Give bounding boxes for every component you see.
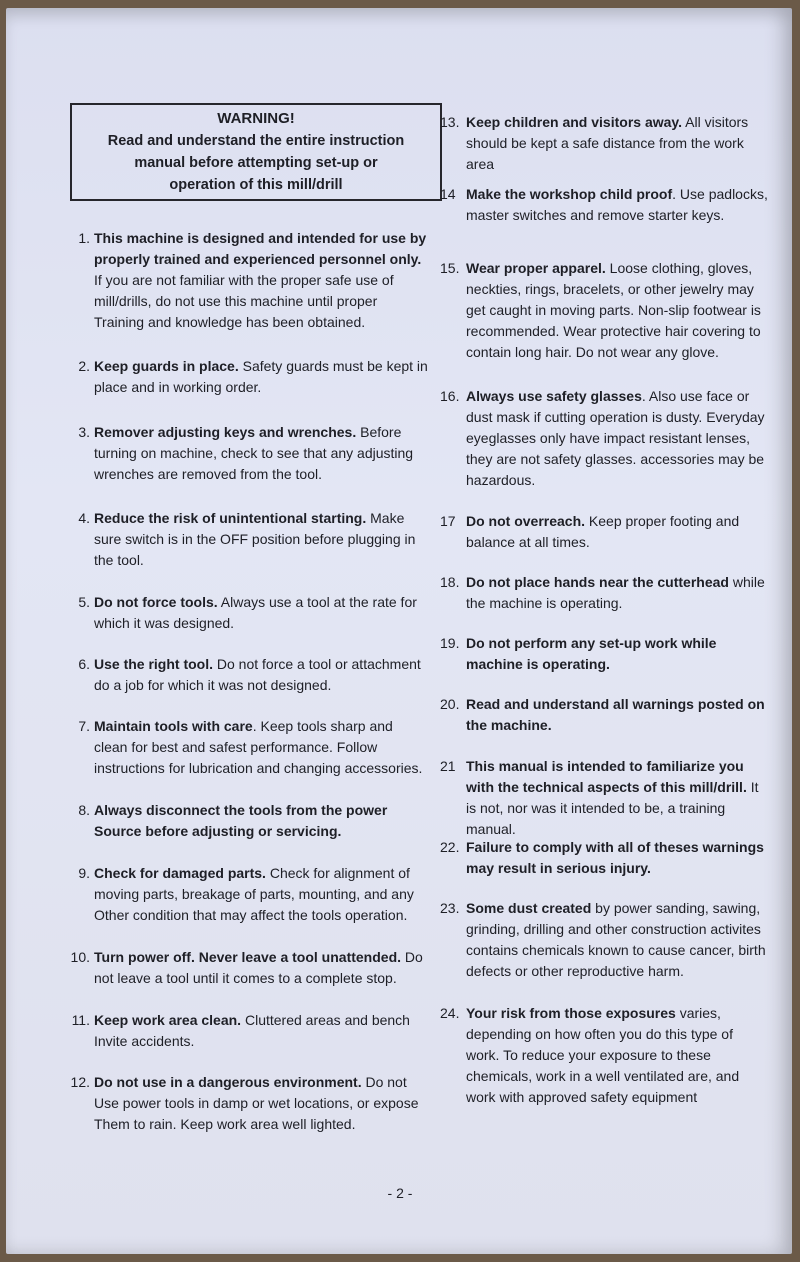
- item-body: . Also use face or dust mask if cutting operation is dusty. Everyday eyeglasses only have impact resistant lenses, they are not safety glasses. accessories may be hazardous.: [466, 388, 765, 488]
- item-body: Loose clothing, gloves, neckties, rings, bracelets, or other jewelry may get caught in moving parts. Non-slip footwear is recommended. Wear protective hair covering to contain long hair. Do not wear any glove.: [466, 260, 761, 360]
- item-text: [94, 422, 429, 485]
- item-body: while the machine is operating.: [466, 574, 765, 611]
- item-number: 19.: [440, 635, 460, 651]
- safety-item-21: [440, 756, 770, 840]
- item-body: Before turning on machine, check to see that any adjusting wrenches are removed from the tool.: [94, 424, 414, 482]
- item-heading: Do not place hands near the cutterhead: [466, 574, 729, 590]
- item-heading: Make the workshop child proof: [466, 186, 673, 202]
- item-number: 14: [440, 186, 456, 202]
- item-heading: Use the right tool.: [94, 656, 213, 672]
- item-number: 21: [440, 758, 456, 774]
- safety-item-20: [440, 694, 770, 736]
- item-heading: Maintain tools with care: [94, 718, 253, 734]
- item-text: [466, 386, 770, 491]
- item-number: 18.: [440, 574, 460, 590]
- item-text: [94, 654, 429, 696]
- warning-box: [70, 103, 442, 201]
- item-text: [466, 511, 770, 553]
- item-text: [466, 1003, 770, 1108]
- item-heading: Do not force tools.: [94, 594, 218, 610]
- item-number: 15.: [440, 260, 460, 276]
- item-body: Cluttered areas and bench Invite accidents.: [94, 1012, 410, 1049]
- item-heading: Do not overreach.: [466, 513, 586, 529]
- item-number: 3.: [78, 424, 90, 440]
- item-heading: Remover adjusting keys and wrenches.: [94, 424, 357, 440]
- warning-title: WARNING!: [217, 110, 295, 127]
- item-text: [94, 800, 429, 842]
- warning-line-2: manual before attempting set-up or: [134, 155, 378, 171]
- item-text: [94, 863, 429, 926]
- safety-item-14: [440, 184, 770, 226]
- item-heading: Do not use in a dangerous environment.: [94, 1074, 362, 1090]
- item-body: by power sanding, sawing, grinding, drilling and other construction activites contains chemicals known to cause cancer, birth defects or other reproductive harm.: [466, 900, 766, 979]
- page-number: - 2 -: [387, 1185, 413, 1201]
- item-text: [94, 1010, 429, 1052]
- item-heading: Reduce the risk of unintentional starting.: [94, 510, 367, 526]
- safety-item-7: [64, 716, 429, 779]
- item-number: 7.: [78, 718, 90, 734]
- item-number: 12.: [70, 1074, 90, 1090]
- safety-item-13: [440, 112, 770, 175]
- item-body: All visitors should be kept a safe distance from the work area: [466, 114, 749, 172]
- item-heading: Your risk from those exposures: [466, 1005, 676, 1021]
- item-number: 17: [440, 513, 456, 529]
- item-number: 16.: [440, 388, 460, 404]
- item-text: [466, 633, 770, 675]
- item-body: Check for alignment of moving parts, breakage of parts, mounting, and any Other condition that may affect the tools operation.: [94, 865, 414, 923]
- safety-item-24: [440, 1003, 770, 1108]
- item-number: 8.: [78, 802, 90, 818]
- item-heading: Keep work area clean.: [94, 1012, 242, 1028]
- item-heading: Some dust created: [466, 900, 592, 916]
- item-text: [466, 898, 770, 982]
- safety-item-10: [64, 947, 429, 989]
- item-body: . Use padlocks, master switches and remove starter keys.: [466, 186, 768, 223]
- item-number: 2.: [78, 358, 90, 374]
- item-number: 1.: [78, 230, 90, 246]
- item-number: 4.: [78, 510, 90, 526]
- item-heading: Keep children and visitors away.: [466, 114, 683, 130]
- safety-item-23: [440, 898, 770, 982]
- item-body: It is not, nor was it intended to be, a training manual.: [466, 779, 759, 837]
- item-body: Safety guards must be kept in place and in working order.: [94, 358, 428, 395]
- item-heading: Wear proper apparel.: [466, 260, 606, 276]
- item-text: [466, 184, 770, 226]
- safety-item-15: [440, 258, 770, 363]
- item-number: 11.: [71, 1012, 90, 1028]
- item-text: [466, 756, 770, 840]
- safety-item-22: [440, 837, 770, 879]
- item-number: 20.: [440, 696, 460, 712]
- item-heading: Read and understand all warnings posted on the machine.: [466, 696, 765, 733]
- item-heading: Failure to comply with all of theses warnings may result in serious injury.: [466, 839, 764, 876]
- item-heading: Check for damaged parts.: [94, 865, 266, 881]
- safety-item-4: [64, 508, 429, 571]
- item-number: 22.: [440, 839, 460, 855]
- item-heading: Always disconnect the tools from the power Source before adjusting or servicing.: [94, 802, 388, 839]
- safety-item-1: [64, 228, 429, 333]
- safety-item-3: [64, 422, 429, 485]
- item-number: 6.: [78, 656, 90, 672]
- item-text: [94, 508, 429, 571]
- item-text: [94, 947, 429, 989]
- item-number: 10.: [70, 949, 90, 965]
- item-heading: This machine is designed and intended for use by properly trained and experienced personnel only.: [94, 230, 427, 267]
- safety-item-17: [440, 511, 770, 553]
- item-text: [94, 228, 429, 333]
- item-number: 5.: [78, 594, 90, 610]
- item-text: [94, 716, 429, 779]
- item-text: [94, 592, 429, 634]
- safety-item-9: [64, 863, 429, 926]
- item-number: 23.: [440, 900, 460, 916]
- safety-item-6: [64, 654, 429, 696]
- item-text: [94, 356, 429, 398]
- item-body: Do not Use power tools in damp or wet locations, or expose Them to rain. Keep work area well lighted.: [94, 1074, 419, 1132]
- safety-item-8: [64, 800, 429, 842]
- item-text: [94, 1072, 429, 1135]
- item-body: Do not leave a tool until it comes to a complete stop.: [94, 949, 423, 986]
- item-heading: This manual is intended to familiarize you with the technical aspects of this mill/drill.: [466, 758, 747, 795]
- item-body: . Keep tools sharp and clean for best and safest performance. Follow instructions for lubrication and changing accessories.: [94, 718, 423, 776]
- safety-item-18: [440, 572, 770, 614]
- item-heading: Keep guards in place.: [94, 358, 239, 374]
- safety-item-11: [64, 1010, 429, 1052]
- safety-item-16: [440, 386, 770, 491]
- item-body: Do not force a tool or attachment do a job for which it was not designed.: [94, 656, 421, 693]
- item-heading: Do not perform any set-up work while machine is operating.: [466, 635, 717, 672]
- warning-line-3: operation of this mill/drill: [169, 177, 343, 193]
- safety-item-12: [64, 1072, 429, 1135]
- item-text: [466, 258, 770, 363]
- safety-item-19: [440, 633, 770, 675]
- item-number: 13.: [440, 114, 460, 130]
- warning-line-1: Read and understand the entire instruction: [107, 133, 405, 149]
- item-text: [466, 112, 770, 175]
- item-number: 24.: [440, 1005, 460, 1021]
- item-body: Make sure switch is in the OFF position before plugging in the tool.: [94, 510, 416, 568]
- item-text: [466, 572, 770, 614]
- safety-item-2: [64, 356, 429, 398]
- item-heading: Always use safety glasses: [466, 388, 642, 404]
- item-body: Always use a tool at the rate for which it was designed.: [94, 594, 417, 631]
- item-text: [466, 694, 770, 736]
- item-number: 9.: [78, 865, 90, 881]
- item-body: varies, depending on how often you do this type of work. To reduce your exposure to these chemicals, work in a well ventilated are, and work with approved safety equipment: [466, 1005, 740, 1105]
- safety-item-5: [64, 592, 429, 634]
- item-body: If you are not familiar with the proper safe use of mill/drills, do not use this machine until proper Training and knowledge has been obtained.: [94, 272, 394, 330]
- item-text: [466, 837, 770, 879]
- item-heading: Turn power off. Never leave a tool unattended.: [94, 949, 402, 965]
- item-body: Keep proper footing and balance at all times.: [466, 513, 740, 550]
